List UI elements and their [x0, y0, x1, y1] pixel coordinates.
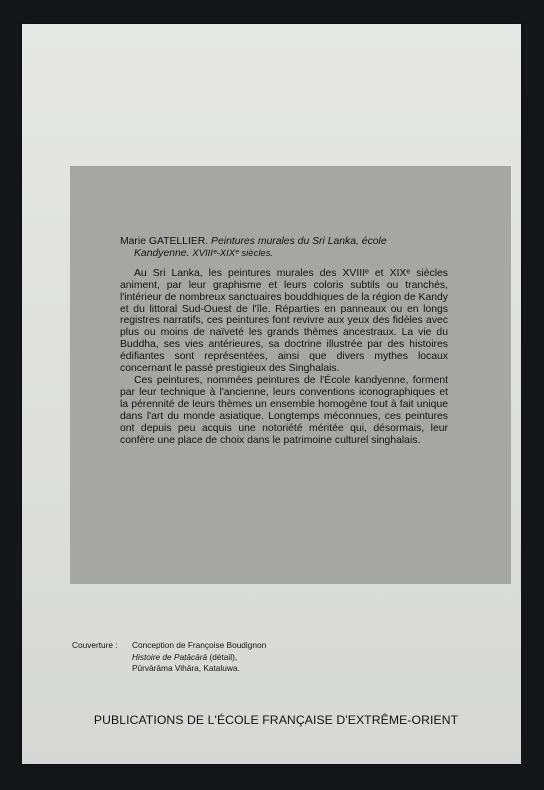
credits-image-detail: (détail),	[207, 651, 238, 662]
blurb-paragraph-2: Ces peintures, nommées peintures de l'École kandyenne, forment par leur technique à l'ancienne, leurs conventions iconographiques et la pérennité de leurs thèmes un ensemble homogène tout à fait unique dans l'art du monde asiatique. Longtemps méconnues, ces peintures ont depuis peu acquis une notoriété méritée qui, désormais, leur confère une place de choix dans le patrimoine culturel singhalais.	[120, 374, 448, 446]
book-heading	[120, 236, 448, 260]
credits-label: Couverture :	[72, 640, 118, 650]
credits-image-title: Histoire de Paṭācārā	[132, 651, 208, 662]
book-title-centuries: XVIIIᵉ-XIXᵉ siècles.	[192, 247, 274, 259]
publisher-name: PUBLICATIONS DE L'ÉCOLE FRANÇAISE D'EXTRÊME-ORIENT	[93, 713, 459, 727]
credits-values	[132, 640, 392, 675]
blurb	[120, 236, 448, 446]
credits-row	[72, 640, 392, 675]
book-title: Peintures murales du Sri Lanka, école	[211, 236, 387, 247]
blurb-paragraph-1: Au Sri Lanka, les peintures murales des XVIIIᵉ et XIXᵉ siècles animent, par leur graphisme et leurs coloris subtils ou tranchés, l'intérieur de nombreux sanctuaires bouddhiques de la région de Kandy et du littoral Sud-Ouest de l'île. Réparties en panneaux ou en longs registres narratifs, ces peintures font revivre aux yeux des fidèles avec plus ou moins de naïveté les grands thèmes ancestraux. La vie du Buddha, ses vies antérieures, sa doctrine illustrée par des histoires édifiantes sont représentées, ainsi que divers mythes locaux concernant le passé prestigieux des Singhalais.	[120, 267, 448, 375]
credits-location: Pūrvārāma Vihāra, Kataluwa.	[132, 663, 240, 673]
author-name: Marie GATELLIER.	[120, 236, 209, 247]
book-title-kandyenne: Kandyenne.	[134, 247, 190, 259]
book-title-line2	[120, 248, 448, 260]
cover-credits	[72, 640, 392, 675]
credits-design: Conception de Françoise Boudignon	[132, 640, 267, 650]
